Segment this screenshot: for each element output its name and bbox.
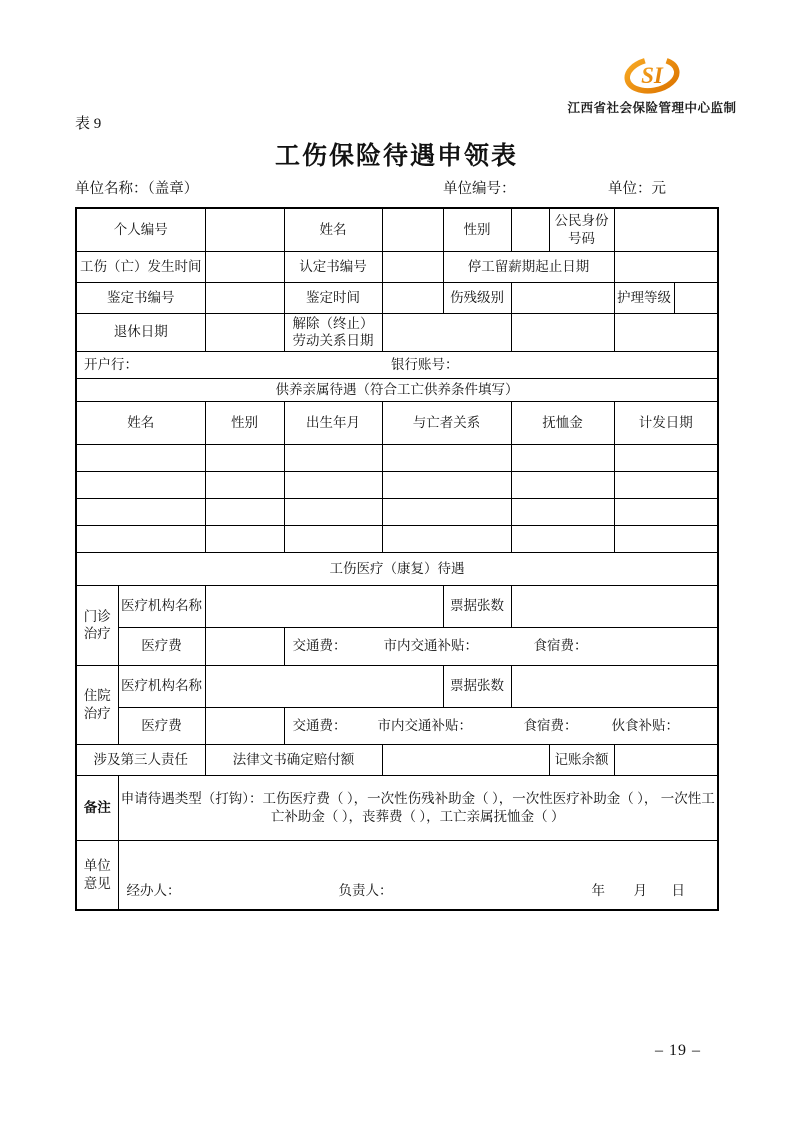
nursing-level-value-cell <box>674 282 718 313</box>
inpatient-label: 住院治疗 <box>76 665 118 744</box>
bank-info-cell <box>76 351 718 378</box>
retire-date-label: 退休日期 <box>76 313 205 351</box>
outpatient-medical-fee-value-cell <box>205 627 284 665</box>
outpatient-org-value-cell <box>205 585 443 627</box>
row-inpatient-fees <box>76 707 718 744</box>
dep-gender-cell <box>205 471 284 498</box>
remark-label: 备注 <box>76 775 118 840</box>
dependent-row <box>76 498 718 525</box>
outpatient-transport-fee-label: 交通费： <box>292 638 347 654</box>
inpatient-fees-cell <box>284 707 718 744</box>
appraisal-doc-no-value-cell <box>205 282 284 313</box>
dep-relation-cell <box>382 525 511 552</box>
row-outpatient-fees <box>76 627 718 665</box>
dep-gender-cell <box>205 525 284 552</box>
paid-leave-period-label: 停工留薪期起止日期 <box>443 251 614 282</box>
dependent-row <box>76 525 718 552</box>
meta-row <box>75 177 717 197</box>
inpatient-transport-fee-label: 交通费： <box>292 717 347 733</box>
remark-text: 申请待遇类型（打钩）：工伤医疗费（ ），一次性伤残补助金（ ），一次性医疗补助金（ ）， 一次性工亡补助金（ ），丧葬费（ ），工亡亲属抚恤金（ ） <box>118 775 718 840</box>
medical-section-title: 工伤医疗（康复）待遇 <box>76 552 718 585</box>
inpatient-medical-fee-label: 医疗费 <box>118 707 205 744</box>
dependent-row <box>76 471 718 498</box>
row-appraisal-info <box>76 282 718 313</box>
dep-name-cell <box>76 525 205 552</box>
dep-header-relation: 与亡者关系 <box>382 401 511 444</box>
outpatient-invoice-count-value-cell <box>511 585 718 627</box>
dep-relation-cell <box>382 498 511 525</box>
unit-code-label: 单位编号： <box>443 181 516 197</box>
unit-currency-label: 单位：元 <box>608 181 666 197</box>
dep-issue-date-cell <box>614 498 718 525</box>
outpatient-org-label: 医疗机构名称 <box>118 585 205 627</box>
confirm-doc-no-value-cell <box>382 251 443 282</box>
row-bank-info <box>76 351 718 378</box>
legal-doc-amount-label: 法律文书确定赔付额 <box>205 744 382 775</box>
logo-monogram: SI <box>641 63 663 88</box>
account-balance-label: 记账余额 <box>549 744 614 775</box>
dep-issue-date-cell <box>614 471 718 498</box>
dep-name-cell <box>76 471 205 498</box>
bank-account-label: 银行账号： <box>391 356 459 372</box>
page-number: – 19 – <box>655 1042 701 1059</box>
nursing-level-label: 护理等级 <box>614 282 674 313</box>
inpatient-meal-subsidy-label: 伙食补贴： <box>611 717 679 733</box>
outpatient-board-lodging-fee-label: 食宿费： <box>533 638 588 654</box>
row-third-party <box>76 744 718 775</box>
dep-issue-date-cell <box>614 444 718 471</box>
dep-gender-cell <box>205 498 284 525</box>
confirm-doc-no-label: 认定书编号 <box>284 251 382 282</box>
dep-name-cell <box>76 444 205 471</box>
benefit-claim-form-table <box>75 207 719 911</box>
dep-birth-cell <box>284 471 382 498</box>
outpatient-label: 门诊治疗 <box>76 585 118 665</box>
citizen-id-value-cell <box>614 208 718 251</box>
name-label: 姓名 <box>284 208 382 251</box>
date-month-label: 月 <box>633 883 647 899</box>
dep-header-gender: 性别 <box>205 401 284 444</box>
row4-blank-cell-1 <box>511 313 614 351</box>
unit-opinion-label: 单位意见 <box>76 840 118 910</box>
unit-name-label: 单位名称：（盖章） <box>75 181 199 197</box>
citizen-id-label: 公民身份号码 <box>549 208 614 251</box>
row-outpatient-org <box>76 585 718 627</box>
appraisal-date-value-cell <box>382 282 443 313</box>
unit-opinion-cell <box>118 840 718 910</box>
dep-header-issue-date: 计发日期 <box>614 401 718 444</box>
dep-issue-date-cell <box>614 525 718 552</box>
inpatient-org-label: 医疗机构名称 <box>118 665 205 707</box>
row-personal-info <box>76 208 718 251</box>
inpatient-medical-fee-value-cell <box>205 707 284 744</box>
handler-label: 经办人： <box>126 883 181 899</box>
dep-birth-cell <box>284 444 382 471</box>
dep-header-name: 姓名 <box>76 401 205 444</box>
appraisal-date-label: 鉴定时间 <box>284 282 382 313</box>
appraisal-doc-no-label: 鉴定书编号 <box>76 282 205 313</box>
dep-pension-cell <box>511 444 614 471</box>
name-value-cell <box>382 208 443 251</box>
dependents-section-title: 供养亲属待遇（符合工亡供养条件填写） <box>76 378 718 401</box>
dep-relation-cell <box>382 471 511 498</box>
masthead <box>567 54 737 116</box>
inpatient-invoice-count-label: 票据张数 <box>443 665 511 707</box>
row-injury-info <box>76 251 718 282</box>
dep-name-cell <box>76 498 205 525</box>
date-day-label: 日 <box>671 883 685 899</box>
dep-pension-cell <box>511 525 614 552</box>
termination-date-value-cell <box>382 313 511 351</box>
form-title: 工伤保险待遇申领表 <box>274 143 518 170</box>
dep-pension-cell <box>511 471 614 498</box>
dep-birth-cell <box>284 498 382 525</box>
dep-birth-cell <box>284 525 382 552</box>
row-medical-section-header <box>76 552 718 585</box>
dependent-row <box>76 444 718 471</box>
dep-gender-cell <box>205 444 284 471</box>
gender-value-cell <box>511 208 549 251</box>
retire-date-value-cell <box>205 313 284 351</box>
row-remark <box>76 775 718 840</box>
outpatient-medical-fee-label: 医疗费 <box>118 627 205 665</box>
inpatient-org-value-cell <box>205 665 443 707</box>
inpatient-invoice-count-value-cell <box>511 665 718 707</box>
inpatient-city-transport-subsidy-label: 市内交通补贴： <box>377 717 472 733</box>
row-dependents-section-header <box>76 378 718 401</box>
disability-level-label: 伤残级别 <box>443 282 511 313</box>
row-retirement-info <box>76 313 718 351</box>
injury-date-value-cell <box>205 251 284 282</box>
bank-label: 开户行： <box>84 356 138 372</box>
outpatient-fees-cell <box>284 627 718 665</box>
legal-doc-amount-value-cell <box>382 744 549 775</box>
outpatient-invoice-count-label: 票据张数 <box>443 585 511 627</box>
sheet-number-label: 表 9 <box>75 116 102 132</box>
manager-label: 负责人： <box>338 883 393 899</box>
outpatient-city-transport-subsidy-label: 市内交通补贴： <box>383 638 478 654</box>
date-year-label: 年 <box>591 883 605 899</box>
termination-date-label: 解除（终止）劳动关系日期 <box>284 313 382 351</box>
paid-leave-period-value-cell <box>614 251 718 282</box>
account-balance-value-cell <box>614 744 718 775</box>
row-unit-opinion <box>76 840 718 910</box>
row4-blank-cell-2 <box>614 313 718 351</box>
disability-level-value-cell <box>511 282 614 313</box>
row-dependents-headers <box>76 401 718 444</box>
row-inpatient-org <box>76 665 718 707</box>
dep-header-birth: 出生年月 <box>284 401 382 444</box>
third-party-label: 涉及第三人责任 <box>76 744 205 775</box>
dep-header-pension: 抚恤金 <box>511 401 614 444</box>
issuer-caption: 江西省社会保险管理中心监制 <box>567 101 737 115</box>
social-insurance-logo-icon <box>623 54 681 96</box>
personal-id-label: 个人编号 <box>76 208 205 251</box>
personal-id-value-cell <box>205 208 284 251</box>
dep-pension-cell <box>511 498 614 525</box>
dep-relation-cell <box>382 444 511 471</box>
gender-label: 性别 <box>443 208 511 251</box>
inpatient-board-lodging-fee-label: 食宿费： <box>523 717 578 733</box>
injury-date-label: 工伤（亡）发生时间 <box>76 251 205 282</box>
